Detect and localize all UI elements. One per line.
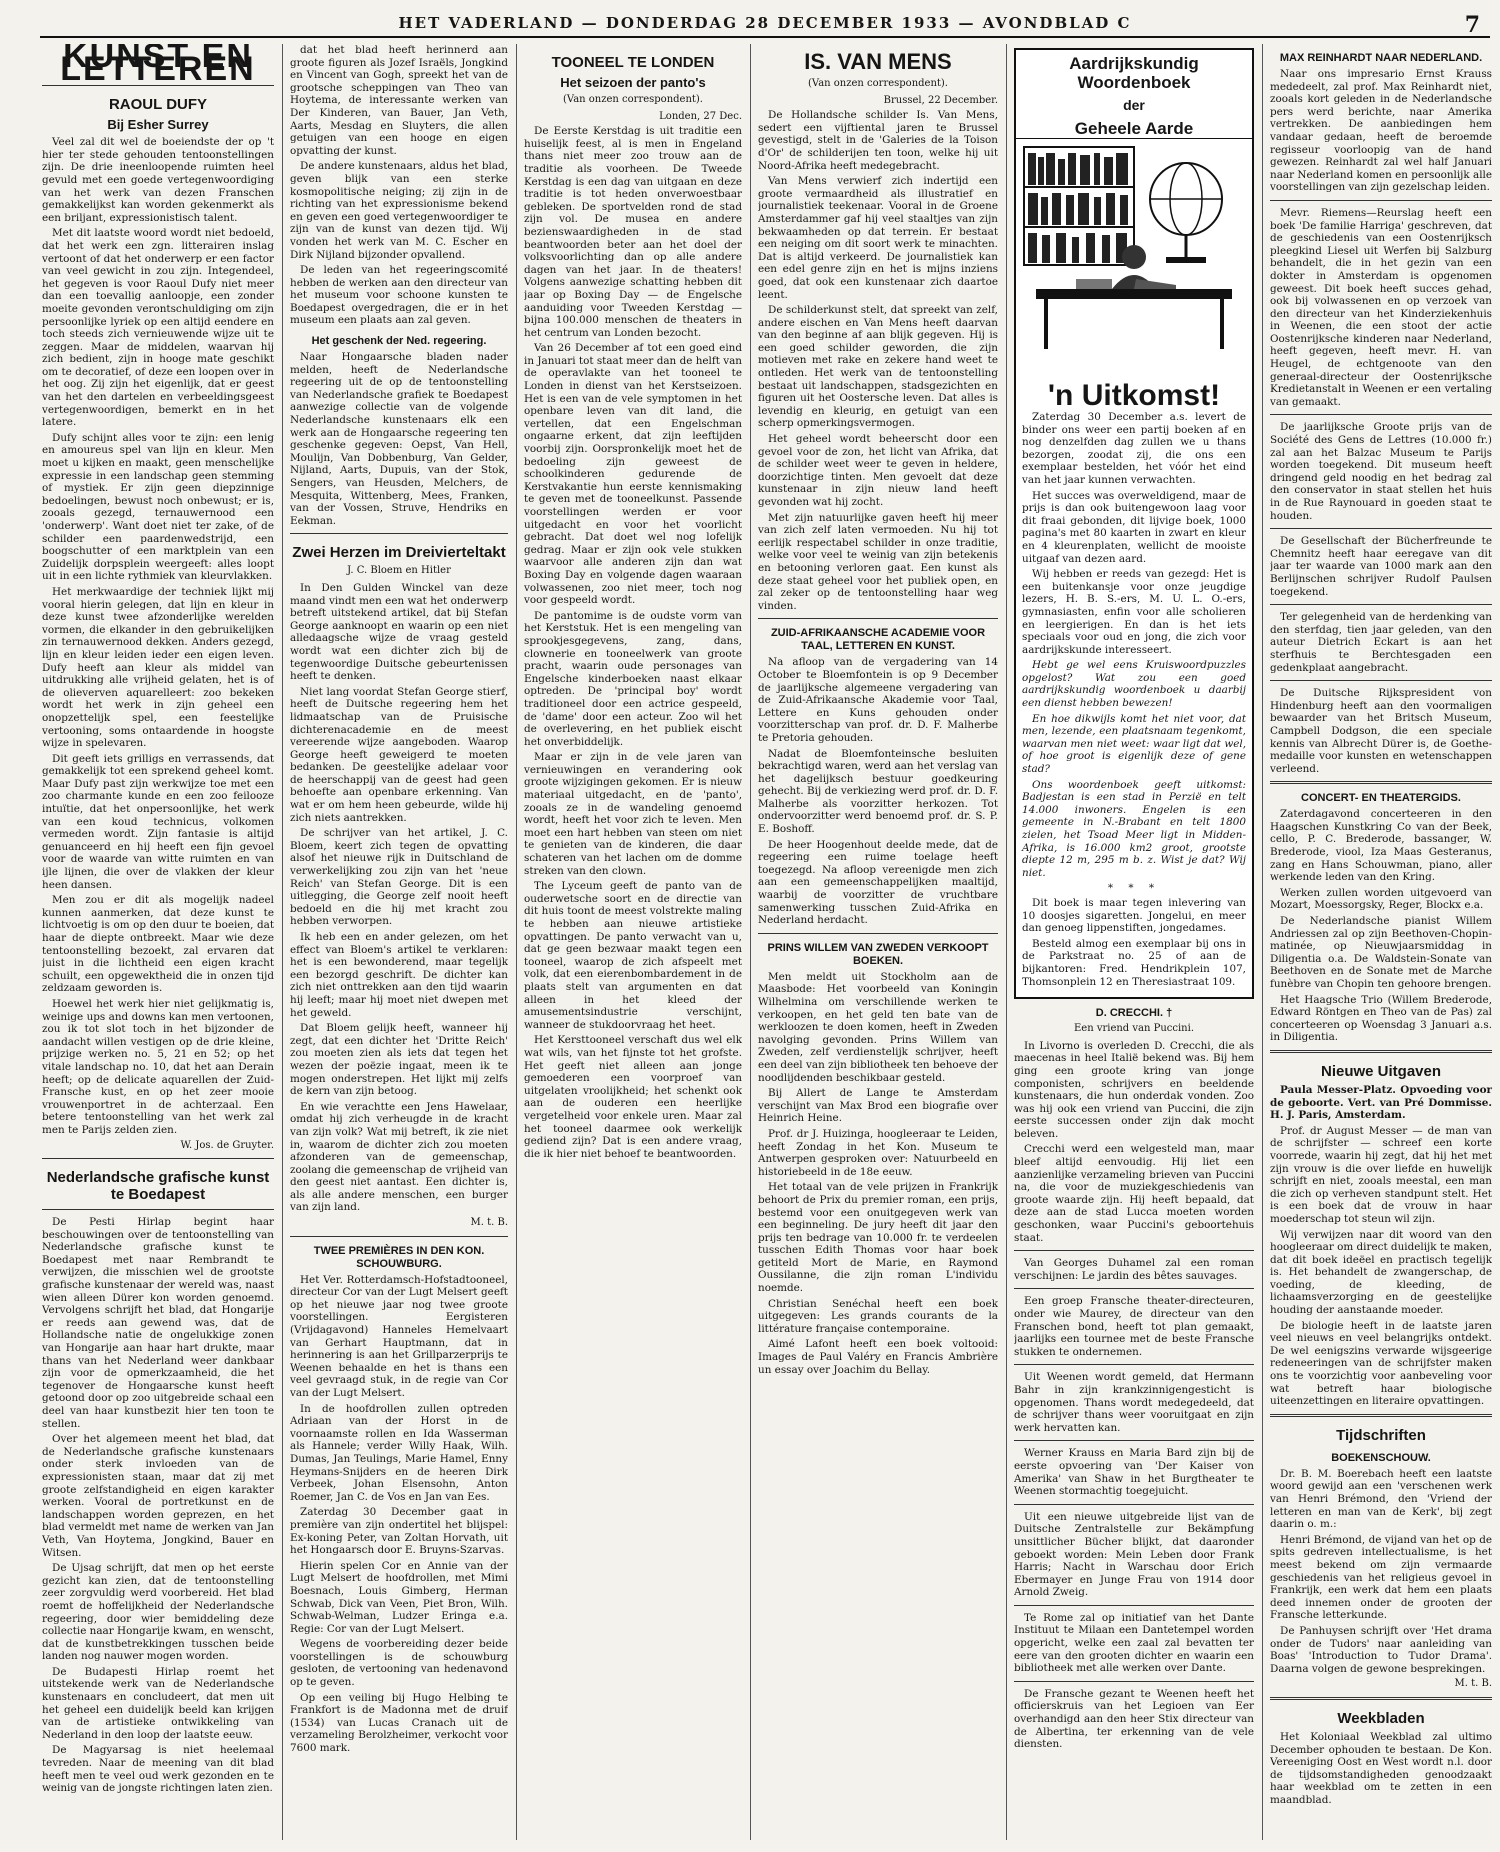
ad-title-line-3: Geheele Aarde xyxy=(1074,119,1194,138)
paragraph: Aimé Lafont heeft een boek voltooid: Images de Paul Valéry en Francis Ambrière un essay over Joachim du Bellay. xyxy=(758,1338,998,1376)
article-title-twee-premieres: TWEE PREMIÈRES IN DEN KON. SCHOUWBURG. xyxy=(313,1244,485,1270)
article-signature: W. Jos. de Gruyter. xyxy=(180,1139,274,1151)
paragraph: De Eerste Kerstdag is uit traditie een huiselijk feest, al is men in Engeland thans niet meer zoo trouw aan de traditie als voorheen. De Tweede Kerstdag is een dag van uitgaan en deze traditie is tot heden onverwoestbaar gebleken. De sportvelden rond de stad zijn vol. De musea en andere bezienswaardigheden in de stad beantwoorden beter aan het doel der volksvoorlichting dan op alle andere dagen van het jaar. In de theaters! Volgens aanwezige schatting hebben dit jaar op Boxing Day — de Engelsche aanduiding voor Tweeden Kerstdag — bijna 100.000 menschen de theaters in het centrum van Londen bezocht. xyxy=(524,125,742,339)
divider xyxy=(1270,680,1492,681)
paragraph: Niet lang voordat Stefan George stierf, heeft de Duitsche regeering hem het lidmaatschap van de Pruisische dichterenacademie en de meest vereerende wijze aangeboden. Waarop George heeft geweigerd te moeten bedanken. De geestelijke adelaar voor de heerschappij van de geest had geen behoefte aan openbare erkenning. Van wat er om hem heen gebeurde, wilde hij zich niets aantrekken. xyxy=(290,685,508,824)
column-rule xyxy=(1262,44,1263,1840)
divider xyxy=(1014,1364,1254,1365)
ad-slogan: 'n Uitkomst! xyxy=(1047,379,1221,409)
article-title-van-mens: IS. VAN MENS xyxy=(804,49,952,74)
paragraph: In Den Gulden Winckel van deze maand vindt men een wat het onderwerp betreft uitstekend artikel, dat bij Stefan George aanknoopt en waarin op een niet alledaagsche wijze de vraag gesteld wordt wat een dichter zich bij de tegenwoordige Duitsche gebeurtenissen heeft te denken. xyxy=(290,581,508,683)
divider xyxy=(1270,781,1492,784)
section-title-tijdschriften: Tijdschriften xyxy=(1336,1426,1426,1444)
paragraph: En wie verachtte een Jens Hawelaar, omdat hij zich verheugde in de kracht van zijn volk? Wat mij betreft, ik zie niet in, waarom de dichter zich zou moeten afzonderen van de gemeenschap, zoolang die gemeenschap de vrijheid van den geest niet aantast. Een dichter is, als alle andere menschen, een burger van zijn land. xyxy=(290,1100,508,1214)
subheading: BOEKENSCHOUW. xyxy=(1331,1451,1431,1464)
paragraph: Van 26 December af tot een goed eind in Januari tot staat meer dan de helft van de operavlakte van het tooneel te Londen in dienst van het Kerstseizoen. Het is een van de vele symptomen in het openbare leven van dit land, die vertellen, dat een Engelschman ongaarne erkent, dat zijn leeftijden voorbij zijn. Oorspronkelijk moet het de bedoeling zijn geweest de schoolkinderen gedurende de Kerstvakantie hun eerste kennismaking te geven met de tooneelkunst. Passende voorstellingen werden er voor uitgedacht en voor het voorlicht gebracht. Dat doet wel nog lofelijk gedrag. Maar er zijn ook vele stukken waarvoor alle anderen zijn dan wat Boxing Day en volgende dagen waaraan volwassenen, zoo niet meer, toch nog voor gespeeld wordt. xyxy=(524,342,742,607)
divider xyxy=(290,533,508,534)
column-3 xyxy=(524,44,742,1840)
article-subtitle: Bij Esher Surrey xyxy=(107,117,209,133)
paragraph: Dufy schijnt alles voor te zijn: een lenig en amoureus spel van lijn en kleur. Men moet u kijken en maakt, geen menschelijke expressie in een landschap geen stemming of mystiek. Er zijn geen diepzinnige bedoelingen, bewust noch onbewust; er is, zooals gezegd, ternauwernood een 'onderwerp'. Want doet niet ter zake, of de schilder een paardenwedstrijd, een boogschutter of een marktplein van een Zuidelijk dorpsplein weergeeft: alles loopt uit in een lichte rythmiek van kleurvlakken. xyxy=(42,431,274,583)
ad-drawing-icon xyxy=(1016,139,1252,409)
article-subtitle: Een vriend van Puccini. xyxy=(1073,1023,1195,1035)
paragraph: Het succes was overweldigend, maar de prijs is dan ook buitengewoon laag voor dit fraai gebonden, dit lijvige boek, 1000 pagina's met 80 kaarten in zwart en kleur en 4 kleurenplaten, wellicht de mooiste uitgaaf van dezen aard. xyxy=(1022,489,1246,565)
paragraph: De heer Hoogenhout deelde mede, dat de regeering een ruime toelage heeft toegezegd. Na afloop vereenigde men zich aan een gemeenschappelijken maaltijd, waarbij de voorzitter de vruchtbare samenwerking tusschen Zuid-Afrika en Nederland herdacht. xyxy=(758,838,998,927)
paragraph: De pantomime is de oudste vorm van het Kerststuk. Het is een mengeling van sprookjesgegevens, zang, dans, clownerie en tooneelwerk van groote pracht, waarin oude personages van Engelsche kinderboeken naast elkaar optreden. De 'principal boy' wordt traditioneel door een actrice gespeeld, de 'dame' door een acteur. Zoo wil het de overlevering, en het publiek eischt het onverbiddelijk. xyxy=(524,609,742,748)
paragraph: Wegens de voorbereiding dezer beide voorstellingen is de schouwburg gesloten, de vertooning van hedenavond op te geven. xyxy=(290,1638,508,1689)
paragraph: De leden van het regeeringscomité hebben de werken aan den directeur van het museum voor schoone kunsten te Boedapest overgedragen, die er in het museum een plaats aan zal geven. xyxy=(290,264,508,327)
paragraph: Het Ver. Rotterdamsch-Hofstadtooneel, directeur Cor van der Lugt Melsert geeft op het nieuwe jaar nog twee groote voorstellingen. Eergisteren (Vrijdagavond) Hanneles Hemelvaart van Gerhart Hauptmann, dat in herinnering is aan het Grillparzerprijs te Weenen behaalde en het is thans een veel gevraagd stuk, in de regie van Cor van der Lugt Melsert. xyxy=(290,1273,508,1399)
paragraph: Werken zullen worden uitgevoerd van Mozart, Moessorgsky, Reger, Blockx e.a. xyxy=(1270,886,1492,912)
paragraph: Van Mens verwierf zich indertijd een groote vermaardheid als illustratief en journalistiek teekenaar. Vooral in de Groene Amsterdammer gaf hij veel staaltjes van zijn bekwaamheden op dat terrein. Er bestaat een neiging om dit soort werk te minachten. Dat is altijd verkeerd. De journalistiek kan een edel genre zijn en het is mijns inziens goed, dat ook een kunstenaar zich daartoe leent. xyxy=(758,175,998,301)
paragraph: Wij verwijzen naar dit woord van den hoogleeraar om direct duidelijk te maken, dat dit boek ideëel en practisch tegelijk is. Het behandelt de zwangerschap, de voeding, de kleeding, de lichaamsverzorging en de geestelijke houding der aanstaande moeder. xyxy=(1270,1228,1492,1317)
divider xyxy=(1014,1504,1254,1505)
paragraph: Ik heb een en ander gelezen, om het effect van Bloem's artikel te verklaren: het is een bewonderend, maar tegelijk een bezorgd geschrift. De dichter kan zich niet onttrekken aan den tijd waarin hij leeft; maar hij moet niet dwepen met het geweld. xyxy=(290,931,508,1019)
paragraph: Van Georges Duhamel zal een roman verschijnen: Le jardin des bêtes sauvages. xyxy=(1014,1257,1254,1282)
paragraph: Ons woordenboek geeft uitkomst: Badjestan is een stad in Perzië en telt 14.000 inwoners. Engelen is een gemeente in N.-Brabant en telt 1800 zielen, het Tsoad Meer ligt in Midden-Afrika, is 16.000 km2 groot, grootste diepte 12 m, 295 m b. z. Wist je dat? Wij niet. xyxy=(1022,778,1246,879)
column-6 xyxy=(1270,44,1492,1840)
paragraph: De Panhuysen schrijft over 'Het drama onder de Tudors' naar aanleiding van Boas' 'Introduction to Tudor Drama'. Daarna volgen de gewone besprekingen. xyxy=(1270,1624,1492,1675)
paragraph: Besteld almog een exemplaar bij ons in de Parkstraat no. 25 of aan de bijkantoren: Fred. Hendrikplein 107, Thomsonplein 12 en Theresiastraat 109. xyxy=(1022,937,1246,988)
column-5 xyxy=(1014,44,1254,1840)
divider xyxy=(1014,1605,1254,1606)
dateline: Londen, 27 Dec. xyxy=(659,110,742,122)
article-subtitle: Het seizoen der panto's xyxy=(560,75,706,90)
column-rule xyxy=(750,44,751,1840)
paragraph: Bij Allert de Lange te Amsterdam verschijnt van Max Brod een biografie over Heinrich Heine. xyxy=(758,1087,998,1125)
ad-title-line-1: Aardrijkskundig Woordenboek xyxy=(1069,54,1199,92)
column-rule xyxy=(282,44,283,1840)
divider xyxy=(1270,1050,1492,1053)
article-title-raoul-dufy: RAOUL DUFY xyxy=(108,96,208,114)
paragraph: De Ujsag schrijft, dat men op het eerste gezicht kan zien, dat de tentoonstelling zeer zorgvuldig werd voorbereid. Het blad roemt de hoffelijkheid der Nederlandsche regeering, door wier bemiddeling deze collectie naar Hongarije kwam, en wenscht, dat de kunstbetrekkingen tusschen beide landen nog nauwer mogen worden. xyxy=(42,1562,274,1663)
divider xyxy=(758,618,998,619)
column-1 xyxy=(42,44,274,1840)
paragraph: Naar ons impresario Ernst Krauss mededeelt, zal prof. Max Reinhardt niet, zooals kort geleden in de Nederlandsche pers werd berichte, naar Amerika vertrekken. De aanbiedingen hem vandaar gedaan, heeft de beroemde regisseur voorloopig van de hand gewezen. Reinhardt zal wel half Januari naar Nederland komen en persoonlijk alle voorstellingen van zijn gezelschap leiden. xyxy=(1270,68,1492,194)
masthead xyxy=(40,10,1490,38)
paragraph: The Lyceum geeft de panto van de ouderwetsche soort en de directie van dit huis toont de meest volstrekte maling te hebben aan nieuwe artistieke opvattingen. De panto verwacht van u, dat ge geen bezwaar maakt tegen een tooneel, waarop de zich afspeelt met volk, dat een eierenbombardement in de plaats stelt van argumenten en dat alleen in het kleed der amusementsindustrie verschijnt, wanneer de stukdoorvraag het heet. xyxy=(524,880,742,1031)
paragraph: De schilderkunst stelt, dat spreekt van zelf, andere eischen en Van Mens heeft daarvan van den beginne af aan blijk gegeven. Hij is een goed schilder geworden, die zijn motieven met rake en zekere hand weet te ontleden. Het werk van de tentoonstelling bestaat uit landschappen, stadsgezichten en figuren uit het Oostersche leven. Dat alles is levendig en kleurig, en getuigt van een scherp opmerkingsvermogen. xyxy=(758,304,998,430)
ad-title-line-2: der xyxy=(1123,97,1145,113)
paragraph: Paula Messer-Platz. Opvoeding voor de geboorte. Vert. van Pré Dommisse. H. J. Paris, Amsterdam. xyxy=(1270,1083,1492,1122)
paragraph: Het Haagsche Trio (Willem Brederode, Edward Röntgen en Theo van de Pas) zal concerteeren op Woensdag 3 Januari a.s. in Diligentia. xyxy=(1270,993,1492,1044)
paragraph: De Gesellschaft der Bücherfreunde te Chemnitz heeft haar eeregave van dit jaar ter waarde van 1000 mark aan den Berlijnschen schrijver Rudolf Paulsen toegekend. xyxy=(1270,535,1492,598)
paragraph: De Fransche gezant te Weenen heeft het officierskruis van het Legioen van Eer overhandigd aan den heer Stix directeur van de Albertina, ter erkenning van de vele diensten. xyxy=(1014,1687,1254,1751)
article-title-zuid-afrikaansche-academie: ZUID-AFRIKAANSCHE ACADEMIE VOOR TAAL, LETTEREN EN KUNST. xyxy=(770,627,986,653)
paragraph: De Pesti Hirlap begint haar beschouwingen over de tentoonstelling van Nederlandsche grafische kunst te Boedapest met naar Rembrandt te verwijzen, die misschien wel de grootste grafische kunstenaar der wereld was, naast wien alleen Dürer kon worden genoemd. Vervolgens schrijft het blad, dat Hongarije er reeds aan gewend was, dat de Hollandsche natie de ongelukkige zonen van Hongarije aan haar hart drukte, maar thans van het Nederland weer dankbaar zijn voor de opmerkzaamheid, die het tegenover de Hongaarsche kunst heeft getoond door op zoo uitgebreide schaal een deel van haar kunstbezit hier ten toon te stellen. xyxy=(42,1216,274,1430)
paragraph: Uit Weenen wordt gemeld, dat Hermann Bahr in zijn krankzinnigengesticht is opgenomen. Thans wordt medegedeeld, dat de schrijver thans weer vooruitgaat en zijn werk hervatten kan. xyxy=(1014,1371,1254,1434)
divider xyxy=(758,933,998,934)
paragraph: Dit boek is maar tegen inlevering van 10 doosjes sigaretten. Jongelui, en meer dan genoeg lippenstiften, jongedames. xyxy=(1022,896,1246,935)
article-signature: M. t. B. xyxy=(1454,1678,1492,1690)
paragraph: In Livorno is overleden D. Crecchi, die als maecenas in heel Italië bekend was. Bij hem ging een groote kring van jonge componisten, schrijvers en beeldende kunstenaars, die hun onderdak vonden. Zoo was hij ook een vriend van Puccini, die zijn eerste successen onder zijn dak mocht beleven. xyxy=(1014,1039,1254,1140)
divider xyxy=(42,1209,274,1210)
paragraph: Het Kersttooneel verschaft dus wel elk wat wils, van het fijnste tot het grofste. Het geeft niet alleen aan jonge gemoederen een voorproef van uitgelaten vroolijkheid; het schenkt ook aan de ouderen een heerlijke vergetelheid voor enkele uren. Maar zal het tooneel daarmee ook werkelijk gediend zijn? Dat is een andere vraag, die ik hier niet behoef te beantwoorden. xyxy=(524,1034,742,1160)
paragraph: dat het blad heeft herinnerd aan groote figuren als Jozef Israëls, Jongkind en Vincent van Gogh, spreekt het van de grootsche scheppingen van Theo van Hoytema, de interessante werken van Der Kinderen, van Bauer, Jan Veth, Aarts, Mesdag en Sluyters, die allen getuigen van een hooge en eigen opvatting der kunst. xyxy=(290,44,508,157)
paragraph: Men meldt uit Stockholm aan de Maasbode: Het voorbeeld van Koningin Wilhelmina om verschillende werken te verkoopen, en het geld ten bate van de werkloozen te doen komen, heeft in Zweden navolging gevonden. Prins Willem van Zweden, zelf verdienstelijk schrijver, heeft een deel van zijn bibliotheek ten behoeve der noodlijdenden beschikbaar gesteld. xyxy=(758,970,998,1084)
article-subtitle: J. C. Bloem en Hitler xyxy=(347,565,451,577)
paragraph: Henri Brémond, de vijand van het op de spits gedreven intellectualisme, is het meest bekend om zijn vermaarde geschiedenis van het religieus gevoel in Frankrijk, een werk dat hem een plaats deed innemen onder de grooten der Fransche letterkunde. xyxy=(1270,1533,1492,1622)
article-title-reinhardt: MAX REINHARDT NAAR NEDERLAND. xyxy=(1279,52,1483,64)
paragraph: Hierin spelen Cor en Annie van der Lugt Melsert de hoofdrollen, met Mimi Boesnach, Louis Gimberg, Herman Schwab, Dick van Veen, Piet Bron, Wilh. Schwab-Welman, Ludzer Eringa e.a. Regie: Cor van der Lugt Melsert. xyxy=(290,1559,508,1635)
divider xyxy=(1270,200,1492,201)
advertisement-woordenboek xyxy=(1014,48,1254,999)
ad-illustration xyxy=(1016,138,1252,409)
paragraph: Hebt ge wel eens Kruiswoordpuzzles opgelost? Wat zou een goed aardrijkskundig woordenboek u daarbij een dienst hebben bewezen! xyxy=(1022,659,1246,710)
page-number: 7 xyxy=(1464,12,1482,38)
paragraph: Op een veiling bij Hugo Helbing te Frankfort is de Madonna met de druif (1534) van Lucas Cranach uit de verzameling Berolzheimer, verkocht voor 7600 mark. xyxy=(290,1691,508,1755)
section-title-weekbladen: Weekbladen xyxy=(1337,1709,1425,1727)
divider xyxy=(1014,1250,1254,1251)
article-title-grafische-kunst: Nederlandsche grafische kunst te Boedapest xyxy=(46,1169,270,1204)
divider xyxy=(1014,1681,1254,1682)
paragraph: Crecchi werd een welgesteld man, maar bleef altijd eenvoudig. Hij liet een aanzienlijke verzameling brieven van Puccini na, die voor de muziekgeschiedenis van groote waarde zijn. Hij heeft bepaald, dat deze aan de stad Lucca moeten worden geschonken, waar Puccini's geboortehuis staat. xyxy=(1014,1143,1254,1244)
paragraph: Met dit laatste woord wordt niet bedoeld, dat het werk een zgn. litterairen inslag vertoont of dat het onderwerp er een factor van veel gewicht in zou zijn. Integendeel, het gegeven is voor Raoul Dufy niet meer dan een toevallig aanloopje, een zonder moeite gevonden verontschuldiging om zijn persoonlijke lyriek op een altijd eendere en toch steeds zich vernieuwende wijze uit te zeggen. Maar de middelen, waarvan hij zich bedient, zijn in hooge mate geschikt om te decoratief, of deze een loopen over in het oog. Zij zijn het eigenlijk, dat er geest van het den dartelen en verbeeldingsgeest vertegenwoordigen, bemerkt en in het latere. xyxy=(42,227,274,429)
paragraph: Maar er zijn in de vele jaren van vernieuwingen en verandering ook groote wijzigingen gekomen. Er is nieuw materiaal uitgedacht, en de 'panto', zooals ze in de wandeling genoemd wordt, heeft het voor zich te leven. Men moet een hart hebben van steen om niet te genieten van de kinderen, die daar schateren van het lachen om de domme streken van den clown. xyxy=(524,751,742,877)
paragraph: Ter gelegenheid van de herdenking van den sterfdag, tien jaar geleden, van den auteur Dietrich Eckart is aan het sterfhuis te Berchtesgaden een gedenkplaat aangebracht. xyxy=(1270,611,1492,674)
paragraph: Zaterdag 30 December gaat in première van zijn ondertitel het blijspel: Ex-koning Peter, van Zoltan Horvath, uit het Hongaarsch door E. Bruyns-Szarvas. xyxy=(290,1506,508,1557)
paragraph: De Magyarsag is niet heelemaal tevreden. Naar de meening van dit blad heeft men te veel oud werk gezonden en te weinig van de jongste richtingen laten zien. xyxy=(42,1744,274,1795)
paragraph: Mevr. Riemens—Reurslag heeft een boek 'De familie Harriga' geschreven, dat de geschiedenis van een Oostenrijksch pleegkind Liesel uit Werfen bij Salzburg behandelt, die in het gezin van een dokter in Amsterdam is opgenomen geweest. Dit boek heeft succes gehad, ook bij volwassenen en op verzoek van den directeur van het Kinderziekenhuis in Weenen, die een stoot der actie Oostenrijksche kinderen naar Nederland, heeft gegeven, heeft mevr. H. van Heugel, de echtgenoote van den generaal-directeur der Oostenrijksche Kredietanstalt in Weenen er een vertaling van gemaakt. xyxy=(1270,206,1492,408)
paragraph: Werner Krauss en Maria Bard zijn bij de eerste opvoering van 'Der Kaiser von Amerika' van Shaw in het Burgtheater te Weenen stormachtig toegejuicht. xyxy=(1014,1447,1254,1498)
divider xyxy=(1014,1440,1254,1441)
paragraph: De jaarlijksche Groote prijs van de Société des Gens de Lettres (10.000 fr.) zal aan het Balzac Museum te Parijs worden toegekend. Dit museum heeft dringend geld noodig en het bedrag zal den conservator in staat stellen het huis in de Rue Raynouard in goeden staat te houden. xyxy=(1270,421,1492,522)
paragraph: Dat Bloem gelijk heeft, wanneer hij zegt, dat een dichter het 'Dritte Reich' zou moeten zien als iets dat tegen het wezen der poëzie ingaat, meen ik te mogen onderstrepen. Het lijkt mij zelfs de kern van zijn betoog. xyxy=(290,1022,508,1098)
divider xyxy=(1270,604,1492,605)
paragraph: Zaterdagavond concerteeren in den Haagschen Kunstkring Co van der Beek, cello, P. C. Brederode, bassanger, W. Brederode, viool, Iza Maas Gesteranus, zang en Hans Schouwman, piano, aller werkende leden van den Kring. xyxy=(1270,808,1492,884)
divider xyxy=(1270,1697,1492,1700)
paragraph: De Hollandsche schilder Is. Van Mens, sedert een vijftiental jaren te Brussel gevestigd, stelt in de 'Galeries de la Toison d'Or' de schilderijen ten toon, welke hij uit Noord-Afrika heeft medegebracht. xyxy=(758,109,998,172)
divider xyxy=(42,1158,274,1159)
paragraph: Het merkwaardige der techniek lijkt mij vooral hierin gelegen, dat lijn en kleur in deze kunst twee afzonderlijke werelden vormen, die elkander in den gebruikelijken zin ternauwernood dekken. Anders gezegd, lijn en kleur leiden ieder een eigen leven. Dufy heeft aan kleur als middel van uitdrukking alle vrijheid gelaten, het is of de olieverven aquarelleert: zoo bekeken wordt het werk in zijn geheel een onopzettelijk spel, een feestelijke vertooning, soms ontaardende in hoogste wijze in spelevaren. xyxy=(42,585,274,750)
paragraph: Dit geeft iets grilligs en verrassends, dat gemakkelijk tot een sprekend geheel komt. Maar Dufy past zijn werkwijze toe met een zoo charmante kunde en een zoo feilooze intuïtie, dat het onpersoonlijke, het werk van een koud technicus, volkomen vermeden wordt. Zijn fantasie is altijd genuanceerd en hij heeft een fijn gevoel voor de waarde van witte ruimten en van ijle lijnen, die over de vlakken der kleur heen dansen. xyxy=(42,752,274,891)
paragraph: Prof. dr J. Huizinga, hoogleeraar te Leiden, heeft Zondag in het Kon. Museum te Antwerpen gesproken over: Natuurbeeld en historiebeeld in de 18e eeuw. xyxy=(758,1127,998,1178)
subheading: Het geschenk der Ned. regeering. xyxy=(311,335,487,348)
separator-stars: * * * xyxy=(1107,882,1161,895)
paragraph: De biologie heeft in de laatste jaren veel nieuws en veel belangrijks ontdekt. De wel eenigszins verwarde wijsgeerige redeneeringen van de schrijfster maken ons te voorzichtig voor aanbeveling voor wat betreft haar biologische uiteenzettingen en literaire opvattingen. xyxy=(1270,1319,1492,1408)
dateline: Brussel, 22 December. xyxy=(883,94,998,106)
paragraph: Zaterdag 30 December a.s. levert de binder ons weer een partij boeken af en nog denzelfden dag zullen we u thans bezorgen, zoodat zij, die ons een exemplaar bestelden, het vóór het eind van het jaar kunnen verwachten. xyxy=(1022,411,1246,486)
divider xyxy=(1014,1288,1254,1289)
paragraph: Christian Senéchal heeft een boek uitgegeven: Les grands courants de la littérature française contemporaine. xyxy=(758,1297,998,1335)
paragraph: Na afloop van de vergadering van 14 October te Bloemfontein is op 9 December de jaarlijksche algemeene vergadering van de Zuid-Afrikaansche Akademie voor Taal, Lettere en Kuns gehouden onder voorzitterschap van prof. dr. D. F. Malherbe te Pretoria gehouden. xyxy=(758,656,998,744)
paragraph: Over het algemeen meent het blad, dat de Nederlandsche grafische kunstenaars onder sterk invloeden van de expressionisten staan, maar dat zij met groote zelfstandigheid en eigen karakter werken. Vooral de portretkunst en de landschappen worden geprezen, en het blad vermeldt met name de werken van Jan Veth, Van Hoytema, Jongkind, Bauer en Witsen. xyxy=(42,1433,274,1559)
column-rule xyxy=(516,44,517,1840)
divider xyxy=(1270,1414,1492,1417)
paragraph: Uit een nieuwe uitgebreide lijst van de Duitsche Zentralstelle zur Bekämpfung unsittlicher Bücher blijkt, dat daaronder geboekt worden: Mein Leben door Frank Harris; Nacht in Warschau door Erich Ebermayer en Junge Frau von 1914 door Arnold Zweig. xyxy=(1014,1510,1254,1599)
article-title-crecchi: D. CRECCHI. † xyxy=(1095,1007,1173,1020)
paragraph: Met zijn natuurlijke gaven heeft hij meer van zich zelf laten vermoeden. Nu hij tot eerlijk respectabel schilder in onze traditie, welke voor veel te weinig van zijn betekenis en betooning verloren gaat. Een kunst als deze staat geheel voor het publiek open, en zal zeker op de tentoonstelling haar weg vinden. xyxy=(758,511,998,612)
paragraph: Te Rome zal op initiatief van het Dante Instituut te Milaan een Dantetempel worden opgericht, welke een zaal zal bevatten ter eere van den grooten dichter en waarin een bibliotheek met alle werken over Dante. xyxy=(1014,1611,1254,1675)
ad-body xyxy=(1016,409,1252,997)
divider xyxy=(1270,528,1492,529)
article-body-raoul-dufy xyxy=(42,136,274,1136)
article-title-concert-theatergids: CONCERT- EN THEATERGIDS. xyxy=(1301,792,1461,805)
article-title-prins-willem: PRINS WILLEM VAN ZWEDEN VERKOOPT BOEKEN. xyxy=(767,941,989,967)
paragraph: De schrijver van het artikel, J. C. Bloem, keert zich tegen de opvatting alsof het nieuwe rijk in Duitschland de verwerkelijking zou zijn van het 'neue Reich' van Stefan George. Dit is een uitlegging, die George zelf nooit heeft bedoeld en die hij met kracht zou hebben verworpen. xyxy=(290,827,508,928)
paragraph: De Duitsche Rijkspresident von Hindenburg heeft aan den voormaligen bewaarder van het Britsch Museum, Campbell Dodgson, die een speciale kennis van Albrecht Dürer is, de Goethe-medaille voor kunsten en wetenschappen verleend. xyxy=(1270,687,1492,775)
paragraph: En hoe dikwijls komt het niet voor, dat men, lezende, een plaatsnaam tegenkomt, waarvan men niet weet: waar ligt dat wel, of hoe groot is eigenlijk deze of gene stad? xyxy=(1022,712,1246,776)
paragraph: Nadat de Bloemfonteinsche besluiten bekrachtigd waren, werd aan het verslag van het dagelijksch bestuur goedkeuring gehecht. Bij de verkiezing werd prof. dr. D. F. Malherbe als voorzitter herkozen. Tot ondervoorzitter werd benoemd prof. dr. S. P. E. Boshoff. xyxy=(758,747,998,836)
paragraph: Naar Hongaarsche bladen nader melden, heeft de Nederlandsche regeering uit de op de tentoonstelling van Nederlandsche grafiek te Boedapest aanwezige collectie van de volgende Nederlandsche kunstenaars elk een werk aan de Hongaarsche regeering ten geschenke gegeven: Oepst, Van Hell, Moulijn, Van Dobbenburg, Van Gelder, Nijland, Aarts, Dupuis, van der Stok, Sengers, van Heusden, Melchers, de Mesquita, Wittenberg, Mees, Franken, van der Vossen, Struve, Hendriks en Eekman. xyxy=(290,351,508,527)
paragraph: Het totaal van de vele prijzen in Frankrijk behoort de Prix du premier roman, een prijs, bestemd voor een onuitgegeven werk van een beginneling. De jury heeft dit jaar den prijs ten bedrage van 10.000 fr. te verdeelen tusschen Edith Thomas voor haar boek getiteld Mort de Marie, en Raymond Oussilanne, die zijn roman L'individu noemde. xyxy=(758,1181,998,1295)
column-2 xyxy=(290,44,508,1840)
divider xyxy=(290,1236,508,1237)
paragraph: Het geheel wordt beheerscht door een gevoel voor de zon, het licht van Afrika, dat de schilder weet weer te geven in heldere, doorzichtige tinten. Men gevoelt dat deze kunstenaar in zijn nieuw land heeft gevonden wat hij zocht. xyxy=(758,433,998,508)
paragraph: Het Koloniaal Weekblad zal ultimo December ophouden te bestaan. De Kon. Vereeniging Oost en West wordt n.l. door de tijdsomstandigheden genoodzaakt haar weekblad om te zetten in een maandblad. xyxy=(1270,1730,1492,1806)
paragraph: Men zou er dit als mogelijk nadeel kunnen aanmerken, dat deze kunst te lichtvoetig is om op den duur te boeien, dat haar de diepte ontbreekt. Maar wie deze tentoonstelling bezoekt, zal ervaren dat juist in die lichtheid een eigen kracht schuilt, een opgewektheid die in onzen tijd zeldzaam geworden is. xyxy=(42,894,274,995)
correspondent-note: (Van onzen correspondent). xyxy=(562,94,703,105)
paragraph: Veel zal dit wel de boeiendste der op 't hier ter stede gehouden tentoonstellingen zijn. De drie ineenloopende ruimten heel gevuld met een goede vertegenwoordiging van het werk van dezen Franschen gemakkelijkst kan worden gekenmerkt als een briljant, expressionistisch talent. xyxy=(42,136,274,224)
divider xyxy=(1270,414,1492,415)
paragraph: Een groep Fransche theater-directeuren, onder wie Maurey, de directeur van den Franschen bond, heeft tot plan gemaakt, jaarlijks een tournee met de beste Fransche stukken te ondernemen. xyxy=(1014,1295,1254,1358)
paragraph: Prof. dr August Messer — de man van de schrijfster — schreef een korte voorrede, waarin hij zegt, dat hij het met zijn vrouw is die over liefde en huwelijk schrijft en niet, zooals meestal, een man die zich op verheven standpunt stelt. Het is een boek dat de vrouw in haar moederschap tot steun wil zijn. xyxy=(1270,1124,1492,1225)
correspondent-note: (Van onzen correspondent). xyxy=(807,78,948,89)
column-rule xyxy=(1006,44,1007,1840)
paragraph: In de hoofdrollen zullen optreden Adriaan van der Horst in de voornaamste rollen en Ida Wasserman als Hannele; verder Willy Haak, Wilh. Dumas, Jan Teulings, Marie Hamel, Enny Heymans-Snijders en de heeren Dirk Verbeek, Johan Elsensohn, Anton Roemer, Jan C. de Vos en Jan van Ees. xyxy=(290,1402,508,1503)
paragraph: De andere kunstenaars, aldus het blad, geven blijk van een sterke kosmopolitische neiging; zij zijn in de richting van het expressionisme bekend en geven een goed vertegenwoordiger te zijn van de kunst van dezen tijd. Wij vonden het werk van M. C. Escher en Dirk Nijland bijzonder opvallend. xyxy=(290,160,508,261)
section-title-nieuwe-uitgaven: Nieuwe Uitgaven xyxy=(1320,1062,1442,1080)
paragraph: De Nederlandsche pianist Willem Andriessen zal op zijn Beethoven-Chopin-matinée, op Nieuwjaarsmiddag in Diligentia o.a. De Waldstein-Sonate van Beethoven en de Sonate met de Marche funèbre van Chopin ten gehoore brengen. xyxy=(1270,915,1492,990)
paragraph: De Budapesti Hirlap roemt het uitstekende werk van de Nederlandsche kunstenaars en concludeert, dat men uit het geheel een duidelijk beeld kan krijgen van de artistieke ontwikkeling van Nederland in den loop der laatste eeuw. xyxy=(42,1665,274,1741)
paragraph: Dr. B. M. Boerebach heeft een laatste woord gewijd aan een 'verschenen werk van Henri Brémond, den 'Vriend der letteren en man van de Kerk', bij zegt daarin o. m.: xyxy=(1270,1467,1492,1531)
article-title-zwei-herzen: Zwei Herzen im Dreivierteltakt xyxy=(292,544,506,562)
article-signature: M. t. B. xyxy=(470,1217,508,1229)
article-title-tooneel-londen: TOONEEL TE LONDEN xyxy=(551,54,715,71)
paragraph: Wij hebben er reeds van gezegd: Het is een buitenkansje voor onze jeugdige lezers, H. B. S.-ers, M. U. L. O.-ers, gymnasiasten, enfin voor alle scholieren en leergierigen. En dan is het iets speciaals voor oud en jong, die zich voor aardrijkskunde interesseert. xyxy=(1022,568,1246,656)
section-title: KUNST EN LETTEREN xyxy=(60,44,256,88)
paragraph: Hoewel het werk hier niet gelijkmatig is, weinige ups and downs kan men vertoonen, zou ik tot slot toch in het bijzonder de aandacht willen vestigen op de drie kleine, prijzige werken no. 5, 21 en 52; op het vitale landschap no. 10, dat het aan Derain heeft; op de delicate aquarellen der Zuid-Fransche kust, en op het zeer mooie vrouwenportret in de achterzaal. Een betere tentoonstelling van het werk zal men te Parijs zelden zien. xyxy=(42,997,274,1136)
masthead-line: HET VADERLAND — DONDERDAG 28 DECEMBER 1933 — AVONDBLAD C xyxy=(398,14,1132,32)
column-4 xyxy=(758,44,998,1840)
